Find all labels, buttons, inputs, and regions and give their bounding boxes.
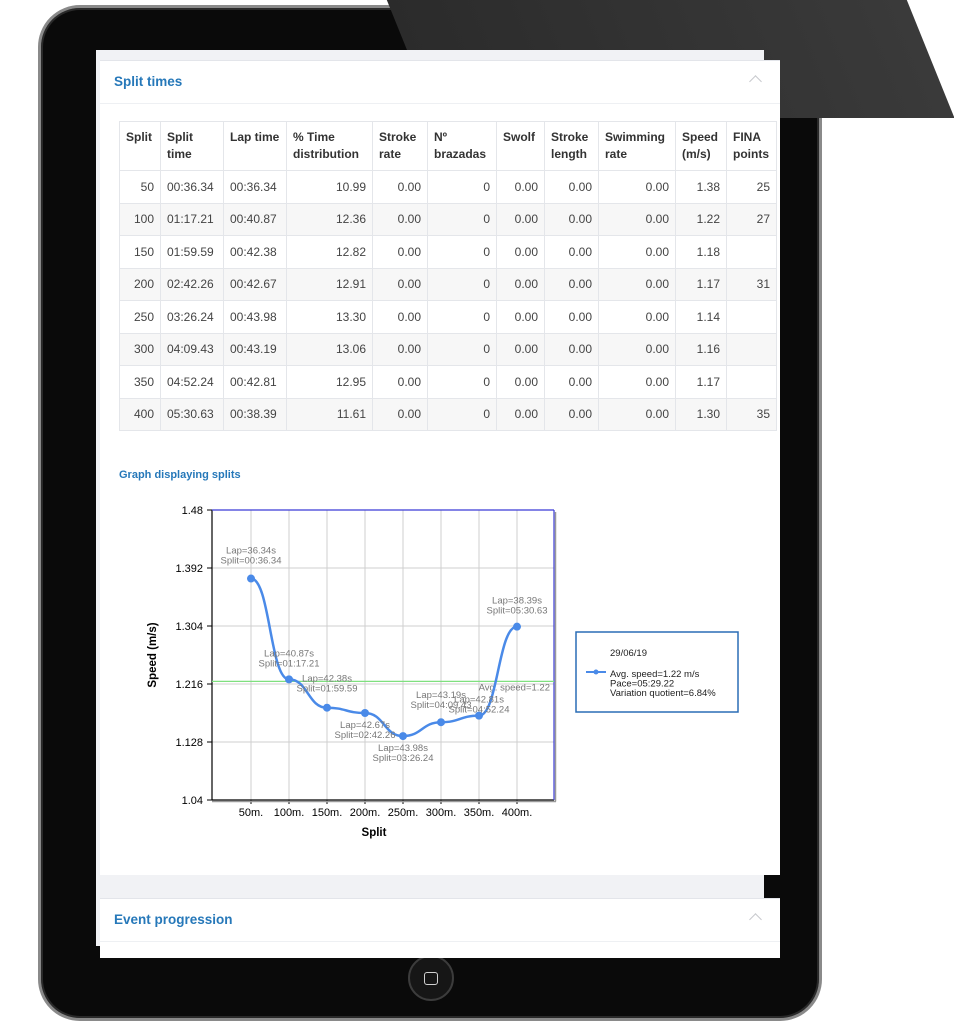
table-cell: 0.00 (599, 333, 676, 366)
table-cell: 00:42.38 (224, 236, 287, 269)
y-tick-label: 1.04 (181, 795, 203, 807)
table-cell: 1.17 (676, 366, 727, 399)
table-cell: 00:38.39 (224, 398, 287, 431)
y-tick-label: 1.128 (175, 737, 203, 749)
point-label-lap: Lap=42.67s (340, 720, 390, 731)
table-cell: 12.95 (287, 366, 373, 399)
table-cell: 01:17.21 (161, 203, 224, 236)
table-cell: 250 (120, 301, 161, 334)
average-speed-label: Avg. speed=1.22 (478, 682, 550, 694)
table-cell: 00:43.98 (224, 301, 287, 334)
home-square-icon (424, 972, 438, 985)
column-header[interactable]: FINA points (727, 122, 777, 171)
x-tick-label: 100m. (273, 807, 305, 819)
table-cell: 300 (120, 333, 161, 366)
table-cell: 0.00 (497, 171, 545, 204)
x-tick-label: 350m. (463, 807, 495, 819)
table-cell: 03:26.24 (161, 301, 224, 334)
point-label-lap: Lap=38.39s (492, 595, 542, 607)
table-cell: 0 (428, 203, 497, 236)
x-axis-title: Split (361, 827, 387, 839)
x-tick-label: 150m. (311, 807, 343, 819)
table-cell: 0.00 (545, 366, 599, 399)
table-cell: 0.00 (545, 333, 599, 366)
split-times-title: Split times (114, 74, 183, 89)
table-cell: 02:42.26 (161, 268, 224, 301)
table-cell: 0.00 (373, 268, 428, 301)
table-cell: 0.00 (497, 398, 545, 431)
table-cell: 0.00 (373, 333, 428, 366)
x-tick-label: 300m. (425, 807, 457, 819)
legend-title: 29/06/19 (610, 648, 647, 659)
point-label-split: Split=01:59.59 (296, 683, 358, 695)
table-cell: 11.61 (287, 398, 373, 431)
table-cell: 0.00 (497, 203, 545, 236)
x-tick-label: 400m. (501, 807, 533, 819)
point-label-lap: Lap=43.98s (378, 743, 428, 755)
table-cell: 0.00 (599, 171, 676, 204)
column-header[interactable]: Nº brazadas (428, 122, 497, 171)
data-point (361, 709, 369, 717)
column-header[interactable]: Swimming rate (599, 122, 676, 171)
x-tick-label: 250m. (387, 807, 419, 819)
data-point (285, 675, 293, 683)
table-cell: 27 (727, 203, 777, 236)
table-cell: 1.22 (676, 203, 727, 236)
point-label-lap: Lap=42.38s (302, 673, 352, 685)
legend-line: Avg. speed=1.22 m/s (610, 669, 700, 680)
table-cell: 0 (428, 398, 497, 431)
point-label-split: Split=03:26.24 (372, 753, 434, 765)
table-cell: 0 (428, 171, 497, 204)
table-cell: 0.00 (599, 268, 676, 301)
data-point (399, 732, 407, 740)
point-label-split: Split=00:36.34 (220, 555, 282, 567)
table-cell: 00:42.67 (224, 268, 287, 301)
table-cell: 1.38 (676, 171, 727, 204)
event-progression-title: Event progression (114, 912, 233, 927)
point-label-split: Split=04:09.43 (410, 700, 472, 712)
data-point (437, 718, 445, 726)
table-cell: 00:40.87 (224, 203, 287, 236)
column-header[interactable]: Split (120, 122, 161, 171)
table-cell: 50 (120, 171, 161, 204)
table-cell: 12.82 (287, 236, 373, 269)
table-cell: 0.00 (373, 236, 428, 269)
point-label-lap: Lap=36.34s (226, 545, 276, 557)
legend-line: Variation quotient=6.84% (610, 688, 716, 699)
table-cell: 12.36 (287, 203, 373, 236)
table-cell: 31 (727, 268, 777, 301)
table-cell: 13.06 (287, 333, 373, 366)
column-header[interactable]: Stroke length (545, 122, 599, 171)
table-cell: 400 (120, 398, 161, 431)
table-cell: 0.00 (599, 203, 676, 236)
table-cell: 0.00 (373, 203, 428, 236)
table-cell: 01:59.59 (161, 236, 224, 269)
table-cell: 0.00 (497, 366, 545, 399)
table-cell: 0.00 (373, 171, 428, 204)
table-cell: 0 (428, 268, 497, 301)
table-cell: 00:36.34 (161, 171, 224, 204)
table-cell: 0.00 (545, 171, 599, 204)
table-cell: 00:42.81 (224, 366, 287, 399)
table-cell: 0.00 (497, 333, 545, 366)
point-label-split: Split=02:42.26 (334, 730, 396, 741)
table-cell: 1.17 (676, 268, 727, 301)
speed-chart (96, 50, 764, 946)
table-cell: 350 (120, 366, 161, 399)
table-cell: 0.00 (599, 366, 676, 399)
y-tick-label: 1.392 (175, 563, 203, 575)
point-label-split: Split=01:17.21 (258, 658, 320, 670)
table-cell: 0 (428, 366, 497, 399)
table-cell: 0.00 (599, 398, 676, 431)
table-cell: 35 (727, 398, 777, 431)
table-cell: 25 (727, 171, 777, 204)
table-cell: 05:30.63 (161, 398, 224, 431)
data-point (513, 623, 521, 631)
table-cell: 0.00 (599, 301, 676, 334)
point-label-lap: Lap=40.87s (264, 648, 314, 660)
y-tick-label: 1.216 (175, 679, 203, 691)
table-cell: 0.00 (545, 236, 599, 269)
table-cell: 00:43.19 (224, 333, 287, 366)
column-header[interactable]: Stroke rate (373, 122, 428, 171)
point-label-split: Split=04:52.24 (448, 704, 510, 716)
table-cell: 0.00 (545, 268, 599, 301)
column-header[interactable]: Swolf (497, 122, 545, 171)
data-point (247, 575, 255, 583)
point-label-split: Split=05:30.63 (486, 605, 548, 617)
table-cell: 0.00 (373, 301, 428, 334)
table-cell: 10.99 (287, 171, 373, 204)
table-cell: 04:09.43 (161, 333, 224, 366)
table-cell: 1.30 (676, 398, 727, 431)
table-cell: 13.30 (287, 301, 373, 334)
table-cell: 0.00 (497, 268, 545, 301)
column-header[interactable]: Lap time (224, 122, 287, 171)
table-cell: 0.00 (599, 236, 676, 269)
table-cell: 0.00 (497, 236, 545, 269)
table-cell: 0.00 (545, 398, 599, 431)
point-label-lap: Lap=43.19s (416, 690, 466, 702)
table-cell: 1.14 (676, 301, 727, 334)
home-button[interactable] (408, 955, 454, 1001)
column-header[interactable]: Split time (161, 122, 224, 171)
table-cell: 0 (428, 236, 497, 269)
table-cell: 1.16 (676, 333, 727, 366)
table-cell: 0.00 (373, 366, 428, 399)
table-cell: 0 (428, 333, 497, 366)
table-cell: 0.00 (545, 203, 599, 236)
point-label-lap: Lap=42.81s (454, 694, 504, 706)
legend-line: Pace=05:29.22 (610, 678, 675, 690)
table-cell: 1.18 (676, 236, 727, 269)
table-cell: 0.00 (373, 398, 428, 431)
x-tick-label: 200m. (349, 807, 381, 819)
table-cell: 04:52.24 (161, 366, 224, 399)
table-cell: 12.91 (287, 268, 373, 301)
x-tick-label: 50m. (238, 807, 264, 819)
data-point (323, 704, 331, 712)
table-cell: 200 (120, 268, 161, 301)
graph-title: Graph displaying splits (119, 469, 241, 481)
column-header[interactable]: Speed (m/s) (676, 122, 727, 171)
table-cell: 0.00 (545, 301, 599, 334)
table-cell: 0 (428, 301, 497, 334)
y-axis-title: Speed (m/s) (147, 622, 159, 688)
legend-swatch-point (594, 670, 599, 675)
table-cell: 0.00 (497, 301, 545, 334)
y-tick-label: 1.48 (181, 505, 203, 517)
column-header[interactable]: % Time distribution (287, 122, 373, 171)
table-cell: 00:36.34 (224, 171, 287, 204)
app-screen (96, 50, 770, 946)
table-cell: 100 (120, 203, 161, 236)
y-tick-label: 1.304 (175, 621, 203, 633)
table-cell: 150 (120, 236, 161, 269)
